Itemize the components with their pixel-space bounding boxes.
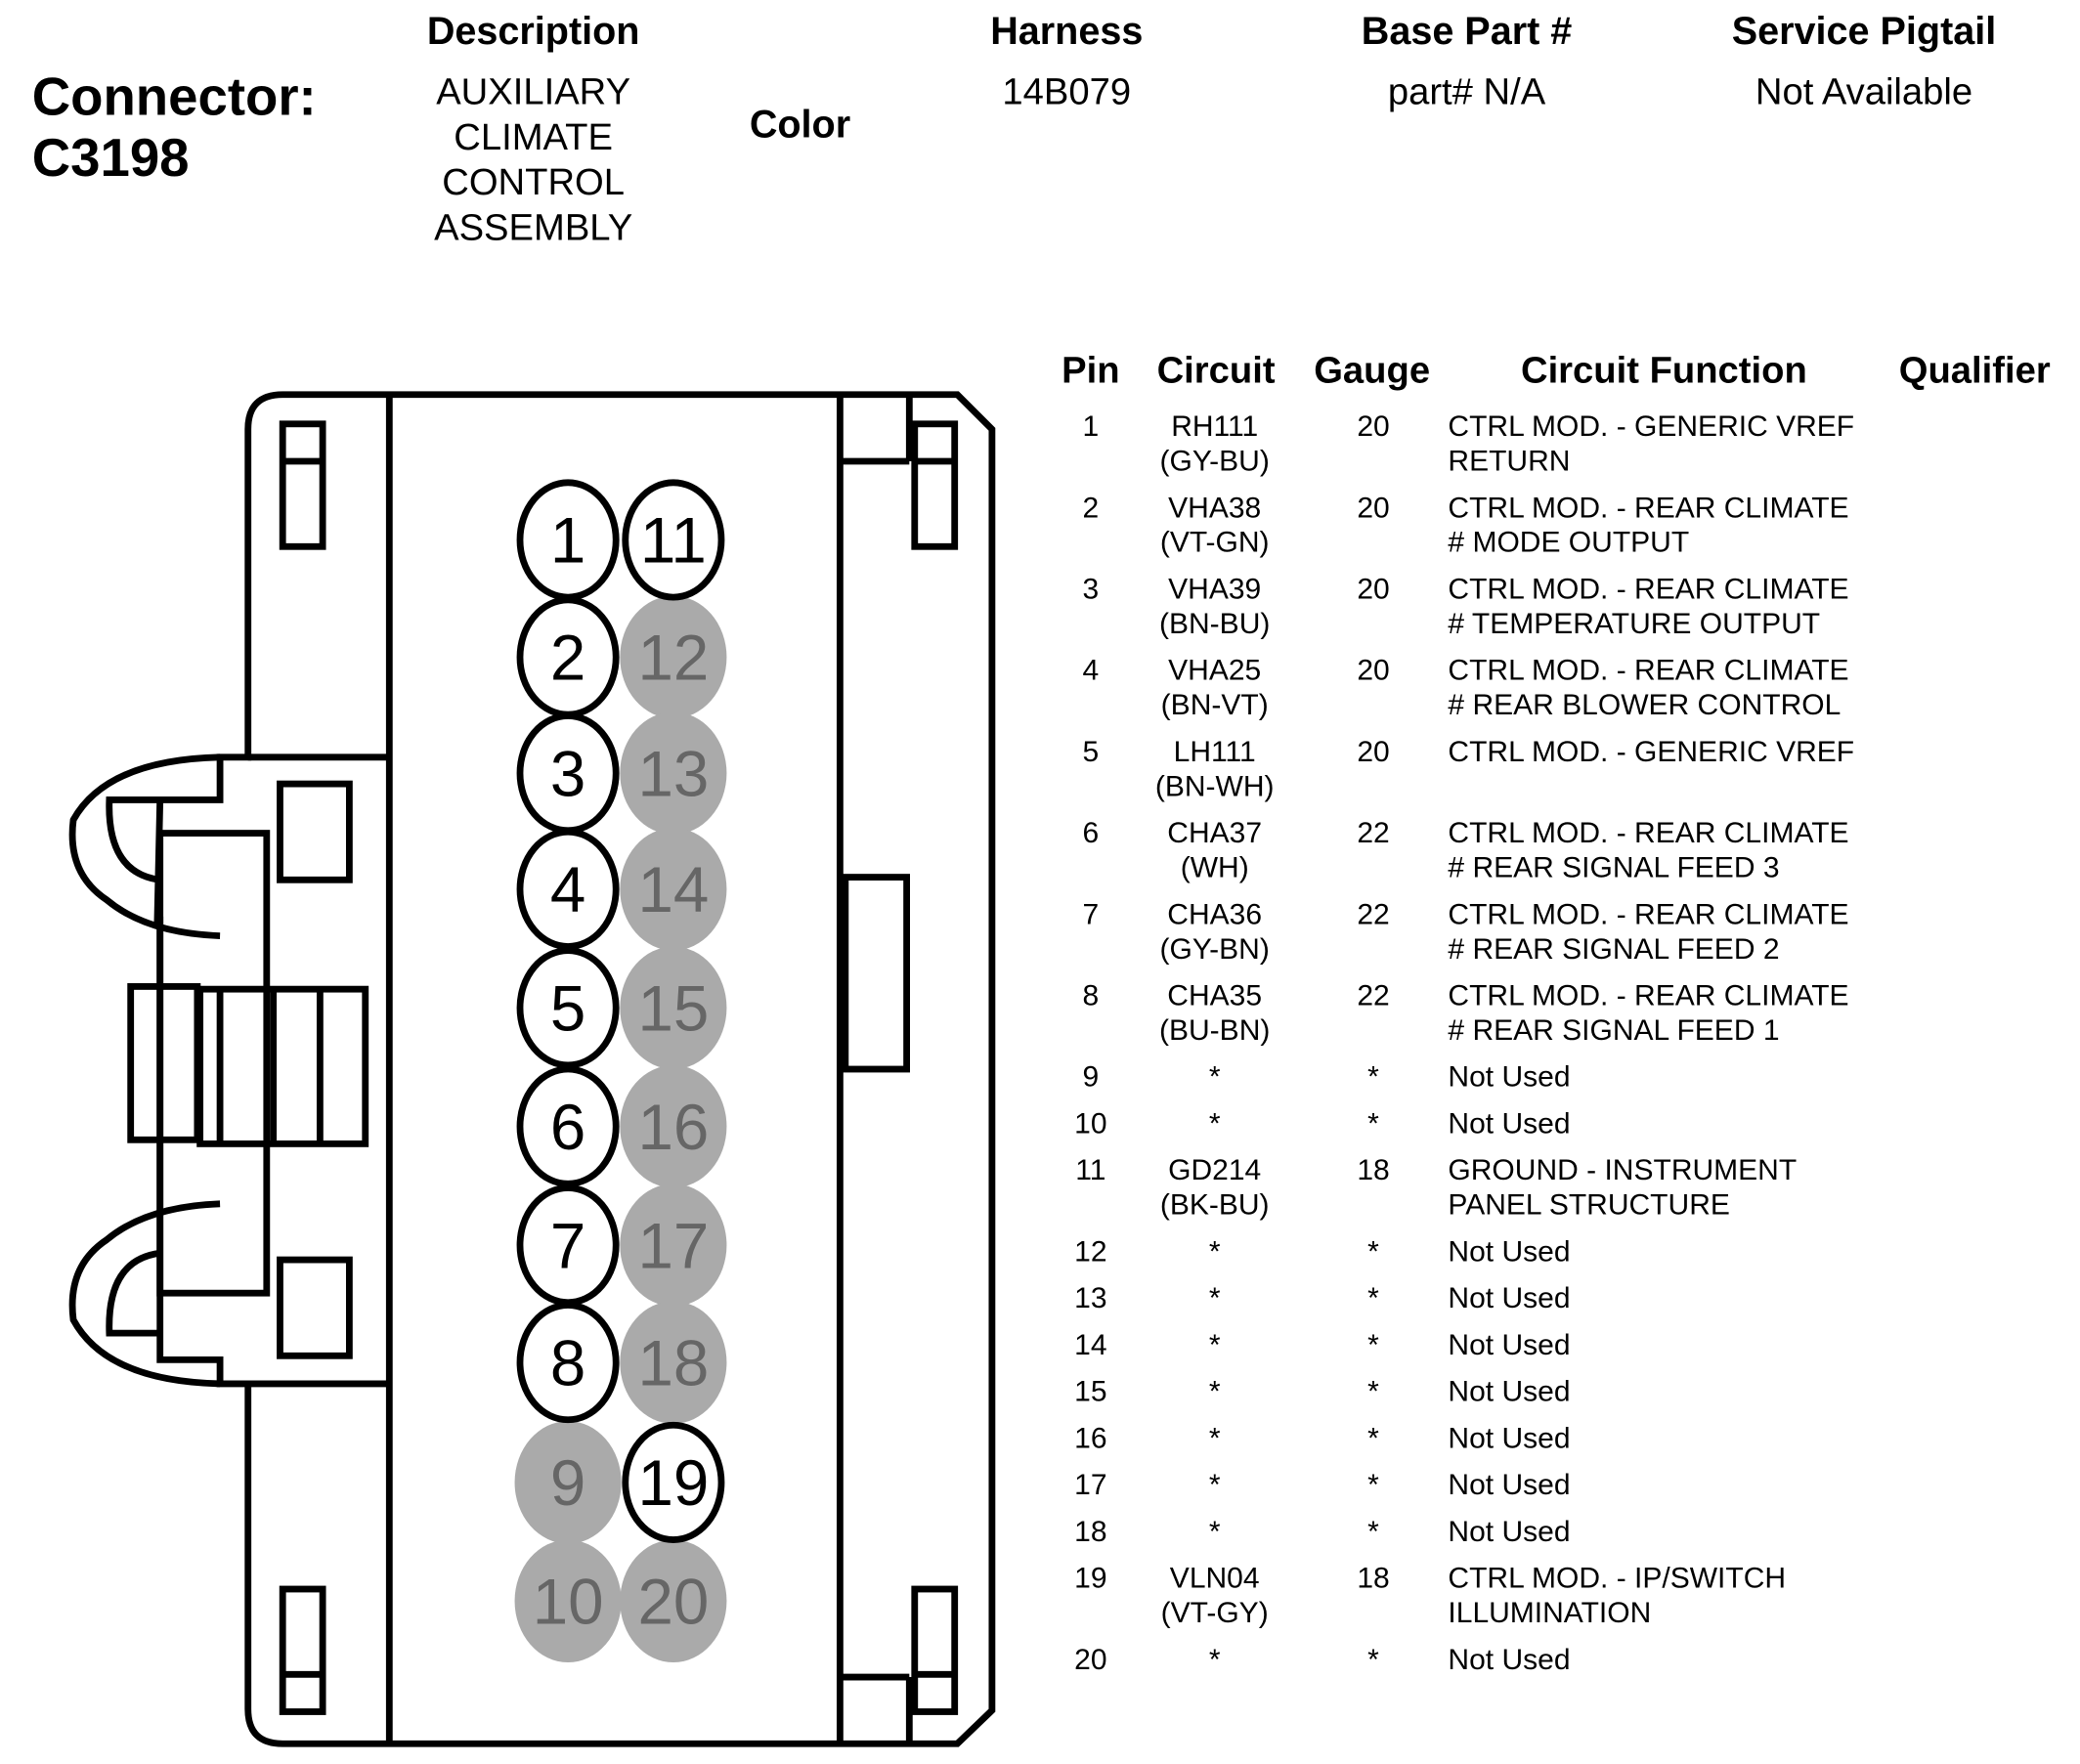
column-header-pin: Pin	[1062, 349, 1120, 391]
table-row	[1054, 1643, 2067, 1690]
gauge-cell: 18	[1357, 1152, 1390, 1187]
circuit-function-cell: # REAR SIGNAL FEED 2	[1448, 931, 1780, 966]
gauge-cell: 20	[1357, 734, 1390, 768]
table-row	[1054, 1561, 2067, 1642]
circuit-function-cell: Not Used	[1448, 1374, 1571, 1408]
pin-cavity-label: 4	[549, 854, 586, 926]
circuit-function-cell: # REAR SIGNAL FEED 1	[1448, 1012, 1780, 1047]
description-line: AUXILIARY	[436, 70, 631, 112]
pin-cavity-label: 16	[637, 1091, 710, 1163]
circuit-cell: (BN-WH)	[1154, 769, 1275, 803]
harness-header: Harness	[990, 10, 1144, 54]
pin-number: 15	[1074, 1374, 1107, 1408]
pin-table	[1054, 409, 2067, 1690]
circuit-cell: (BN-BU)	[1158, 606, 1271, 640]
circuit-function-cell: CTRL MOD. - REAR CLIMATE	[1448, 897, 1849, 931]
pin-number: 11	[1075, 1152, 1106, 1187]
circuit-cell: CHA36	[1167, 897, 1263, 931]
table-row	[1054, 1234, 2067, 1281]
pin-cavity-label: 13	[637, 738, 710, 810]
circuit-function-cell: RETURN	[1448, 444, 1571, 478]
table-row	[1054, 1468, 2067, 1515]
table-row	[1054, 1106, 2067, 1153]
pin-cavity-label: 1	[549, 504, 586, 577]
circuit-function-cell: Not Used	[1448, 1280, 1571, 1315]
circuit-function-cell: Not Used	[1448, 1106, 1571, 1140]
column-header-qualifier: Qualifier	[1898, 349, 2051, 391]
pin-cavity-label: 9	[549, 1447, 586, 1520]
circuit-cell: VHA38	[1168, 490, 1262, 525]
circuit-function-cell: # REAR SIGNAL FEED 3	[1448, 850, 1780, 884]
table-row	[1054, 1153, 2067, 1234]
pin-number: 13	[1074, 1280, 1107, 1315]
pin-number: 12	[1074, 1234, 1107, 1269]
description-line: CONTROL	[442, 161, 626, 203]
circuit-function-cell: Not Used	[1448, 1642, 1571, 1676]
circuit-cell: VHA25	[1168, 653, 1262, 687]
gauge-cell: 20	[1357, 572, 1390, 606]
harness-value: 14B079	[1002, 70, 1132, 112]
description-line: ASSEMBLY	[434, 206, 633, 248]
service-pigtail-header: Service Pigtail	[1731, 10, 1997, 54]
circuit-cell: *	[1208, 1514, 1221, 1548]
column-header-circuit-function: Circuit Function	[1520, 349, 1807, 391]
circuit-function-cell: Not Used	[1448, 1421, 1571, 1455]
pin-cavity-label: 8	[549, 1327, 586, 1399]
pin-number: 8	[1082, 978, 1100, 1012]
circuit-cell: *	[1208, 1421, 1221, 1455]
description-line: CLIMATE	[454, 115, 613, 157]
circuit-cell: *	[1208, 1467, 1221, 1501]
pin-cavity-label: 15	[637, 972, 710, 1045]
gauge-cell: *	[1367, 1467, 1379, 1501]
gauge-cell: *	[1367, 1059, 1379, 1094]
circuit-cell: LH111	[1173, 734, 1256, 768]
pin-cavities	[515, 483, 727, 1662]
pin-number: 18	[1074, 1514, 1107, 1548]
gauge-cell: *	[1367, 1374, 1379, 1408]
circuit-function-cell: # REAR BLOWER CONTROL	[1448, 687, 1842, 721]
circuit-cell: *	[1208, 1327, 1221, 1361]
gauge-cell: *	[1367, 1234, 1379, 1269]
pin-cavity-label: 3	[549, 738, 586, 810]
circuit-cell: (WH)	[1180, 850, 1249, 884]
circuit-function-cell: Not Used	[1448, 1234, 1571, 1269]
circuit-function-cell: CTRL MOD. - REAR CLIMATE	[1448, 490, 1849, 525]
description-header: Description	[426, 10, 640, 54]
pin-cavity-label: 18	[637, 1327, 710, 1399]
pin-number: 17	[1074, 1467, 1107, 1501]
base-part-header: Base Part #	[1361, 10, 1573, 54]
circuit-function-cell: CTRL MOD. - REAR CLIMATE	[1448, 815, 1849, 849]
circuit-function-cell: CTRL MOD. - GENERIC VREF	[1448, 409, 1855, 443]
circuit-function-cell: Not Used	[1448, 1514, 1571, 1548]
gauge-cell: 22	[1357, 815, 1390, 849]
circuit-cell: *	[1208, 1106, 1221, 1140]
pin-cavity-label: 5	[549, 972, 586, 1045]
circuit-cell: CHA35	[1167, 978, 1263, 1012]
circuit-cell: (VT-GY)	[1160, 1595, 1269, 1629]
color-header: Color	[749, 104, 851, 148]
base-part-value: part# N/A	[1387, 70, 1546, 112]
table-row	[1054, 816, 2067, 897]
pin-number: 19	[1074, 1561, 1107, 1595]
circuit-cell: CHA37	[1167, 815, 1263, 849]
circuit-cell: RH111	[1171, 409, 1259, 443]
gauge-cell: 22	[1357, 897, 1390, 931]
circuit-cell: *	[1208, 1059, 1221, 1094]
pin-number: 6	[1082, 815, 1100, 849]
circuit-cell: (BK-BU)	[1159, 1187, 1270, 1222]
pin-number: 7	[1082, 897, 1100, 931]
circuit-function-cell: ILLUMINATION	[1448, 1595, 1652, 1629]
circuit-cell: (BN-VT)	[1160, 687, 1269, 721]
pin-number: 3	[1082, 572, 1100, 606]
column-header-gauge: Gauge	[1314, 349, 1431, 391]
column-header-circuit: Circuit	[1156, 349, 1276, 391]
table-row	[1054, 491, 2067, 572]
table-row	[1054, 1281, 2067, 1328]
connector-label: Connector:	[31, 67, 317, 127]
table-row	[1054, 653, 2067, 734]
connector-id: C3198	[31, 129, 190, 189]
circuit-cell: GD214	[1168, 1152, 1262, 1187]
circuit-cell: *	[1208, 1374, 1221, 1408]
pin-number: 5	[1082, 734, 1100, 768]
circuit-function-cell: Not Used	[1448, 1467, 1571, 1501]
circuit-function-cell: CTRL MOD. - REAR CLIMATE	[1448, 653, 1849, 687]
circuit-function-cell: Not Used	[1448, 1059, 1571, 1094]
gauge-cell: *	[1367, 1514, 1379, 1548]
table-row	[1054, 1328, 2067, 1375]
service-pigtail-value: Not Available	[1755, 70, 1973, 112]
pin-cavity-label: 14	[637, 854, 710, 926]
table-row	[1054, 572, 2067, 653]
table-row	[1054, 735, 2067, 816]
gauge-cell: 20	[1357, 409, 1390, 443]
pin-cavity-label: 19	[637, 1447, 710, 1520]
pin-cavity-label: 11	[639, 504, 707, 577]
gauge-cell: 18	[1357, 1561, 1390, 1595]
pin-number: 2	[1082, 490, 1100, 525]
circuit-cell: (VT-GN)	[1159, 525, 1270, 559]
circuit-function-cell: # TEMPERATURE OUTPUT	[1448, 606, 1821, 640]
circuit-function-cell: CTRL MOD. - REAR CLIMATE	[1448, 978, 1849, 1012]
pin-number: 10	[1074, 1106, 1107, 1140]
pin-number: 1	[1082, 409, 1100, 443]
table-row	[1054, 1059, 2067, 1106]
pin-cavity-label: 7	[549, 1210, 586, 1282]
circuit-cell: *	[1208, 1642, 1221, 1676]
gauge-cell: 22	[1357, 978, 1390, 1012]
circuit-cell: *	[1208, 1280, 1221, 1315]
gauge-cell: *	[1367, 1642, 1379, 1676]
gauge-cell: 20	[1357, 653, 1390, 687]
gauge-cell: *	[1367, 1280, 1379, 1315]
pin-cavity-label: 17	[637, 1210, 710, 1282]
pin-cavity-label: 20	[637, 1566, 710, 1638]
table-row	[1054, 1515, 2067, 1562]
circuit-function-cell: Not Used	[1448, 1327, 1571, 1361]
gauge-cell: *	[1367, 1421, 1379, 1455]
circuit-cell: VLN04	[1169, 1561, 1260, 1595]
circuit-cell: *	[1208, 1234, 1221, 1269]
gauge-cell: *	[1367, 1106, 1379, 1140]
circuit-function-cell: PANEL STRUCTURE	[1448, 1187, 1730, 1222]
pin-cavity-label: 12	[637, 622, 710, 694]
circuit-cell: VHA39	[1168, 572, 1262, 606]
gauge-cell: 20	[1357, 490, 1390, 525]
table-row	[1054, 978, 2067, 1059]
circuit-function-cell: GROUND - INSTRUMENT	[1448, 1152, 1798, 1187]
pin-number: 4	[1082, 653, 1100, 687]
pin-cavity-label: 6	[549, 1091, 586, 1163]
connector-housing	[72, 395, 992, 1743]
circuit-function-cell: CTRL MOD. - IP/SWITCH	[1448, 1561, 1787, 1595]
pin-number: 16	[1074, 1421, 1107, 1455]
circuit-function-cell: CTRL MOD. - REAR CLIMATE	[1448, 572, 1849, 606]
pin-number: 14	[1074, 1327, 1107, 1361]
table-row	[1054, 409, 2067, 491]
pin-cavity-label: 2	[549, 622, 586, 694]
pin-number: 9	[1082, 1059, 1100, 1094]
pin-number: 20	[1074, 1642, 1107, 1676]
circuit-cell: (GY-BN)	[1159, 931, 1270, 966]
circuit-function-cell: # MODE OUTPUT	[1448, 525, 1690, 559]
gauge-cell: *	[1367, 1327, 1379, 1361]
circuit-cell: (BU-BN)	[1158, 1012, 1271, 1047]
table-row	[1054, 1374, 2067, 1421]
circuit-cell: (GY-BU)	[1159, 444, 1270, 478]
circuit-function-cell: CTRL MOD. - GENERIC VREF	[1448, 734, 1855, 768]
table-row	[1054, 1421, 2067, 1468]
pin-cavity-label: 10	[532, 1566, 604, 1638]
table-row	[1054, 897, 2067, 978]
